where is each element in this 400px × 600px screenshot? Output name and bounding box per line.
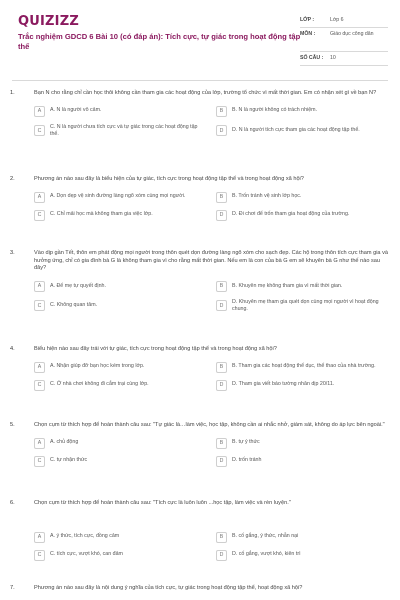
answer-option-d[interactable] (216, 456, 388, 467)
question-text: Chọn cụm từ thích hợp để hoàn thành câu sau: "Tự giác là…làm việc, học tập, không cần ai nhắc nhở, giám sát, không do áp lực bên ngoài." (34, 422, 385, 428)
answer-option-a[interactable] (34, 532, 206, 543)
answer-option-c[interactable] (34, 210, 206, 221)
answer-option-a[interactable] (34, 192, 206, 203)
option-text: D. N là người tích cực tham gia các hoạt động tập thể. (232, 127, 360, 134)
option-letter-badge: A (34, 438, 45, 449)
question-number: 2. (10, 176, 15, 182)
option-letter-badge: C (34, 380, 45, 391)
class-value: Lớp 6 (330, 17, 344, 23)
question-item (10, 585, 390, 593)
question-text: Chọn cụm từ thích hợp để hoàn thành câu sau: "Tích cực là luôn luôn ...học tập, làm việc và rèn luyện." (34, 500, 291, 506)
answer-option-b[interactable] (216, 281, 388, 292)
option-letter-badge: B (216, 532, 227, 543)
question-number: 4. (10, 346, 15, 352)
option-text: D. Khuyên mẹ tham gia quét dọn cùng mọi người vì hoạt động chung. (232, 298, 379, 312)
option-text: B. Trốn tránh vệ sinh lớp học. (232, 193, 302, 200)
option-text: C. Không quan tâm. (50, 302, 98, 309)
option-letter-badge: C (34, 210, 45, 221)
question-number: 6. (10, 500, 15, 506)
option-text: B. cố gắng, ý thức, nhẫn nại (232, 533, 299, 540)
option-letter-badge: A (34, 362, 45, 373)
option-text: A. ý thức, tích cực, đồng cảm (50, 533, 120, 540)
question-count-value: 10 (330, 55, 336, 61)
page-title: Trắc nghiệm GDCD 6 Bài 10 (có đáp án): Tích cực, tự giác trong hoạt động tập thể (18, 32, 301, 51)
answer-options (34, 192, 390, 221)
option-text: B. tự ý thức (232, 439, 260, 446)
option-text: B. Khuyên mẹ không tham gia vì mất thời gian. (232, 282, 343, 289)
question-count-label: SỐ CÂU : (300, 55, 324, 61)
answer-options (34, 281, 390, 313)
answer-option-d[interactable] (216, 550, 388, 561)
answer-option-d[interactable] (216, 124, 388, 138)
answer-option-a[interactable] (34, 438, 206, 449)
answer-option-c[interactable] (34, 124, 206, 138)
answer-option-a[interactable] (34, 281, 206, 292)
subject-value: Giáo dục công dân (330, 31, 374, 37)
answer-option-b[interactable] (216, 438, 388, 449)
option-letter-badge: D (216, 300, 227, 311)
option-letter-badge: B (216, 192, 227, 203)
option-text: C. N là người chưa tích cực và tự giác trong các hoạt động tập thể. (50, 123, 198, 137)
answer-options (34, 362, 390, 391)
option-letter-badge: A (34, 192, 45, 203)
option-letter-badge: B (216, 438, 227, 449)
option-text: A. Nhận giúp đỡ bạn học kém trong lớp. (50, 363, 145, 370)
question-text: Phương án nào sau đây là nội dung ý nghĩa của tích cực, tự giác trong hoạt động tập thể, hoạt động xã hội? (34, 585, 303, 591)
option-text: B. N là người không có trách nhiệm. (232, 107, 318, 114)
option-text: A. N là người vô cảm. (50, 107, 102, 114)
option-letter-badge: B (216, 106, 227, 117)
meta-row-class (300, 14, 388, 28)
question-item (10, 500, 390, 561)
option-letter-badge: A (34, 106, 45, 117)
option-letter-badge: A (34, 281, 45, 292)
option-letter-badge: D (216, 550, 227, 561)
option-letter-badge: C (34, 456, 45, 467)
question-number: 3. (10, 250, 15, 256)
option-letter-badge: B (216, 362, 227, 373)
answer-option-b[interactable] (216, 106, 388, 117)
header-divider (12, 80, 388, 81)
question-number: 7. (10, 585, 15, 591)
option-text: A. Để mẹ tự quyết định. (50, 282, 106, 289)
question-item (10, 346, 390, 391)
option-letter-badge: D (216, 456, 227, 467)
option-text: B. Tham gia các hoạt động thể dục, thể thao của nhà trường. (232, 363, 376, 370)
answer-option-b[interactable] (216, 362, 388, 373)
option-letter-badge: B (216, 281, 227, 292)
option-text: D. Đi chơi để trốn tham gia hoạt động của trường. (232, 211, 350, 218)
option-text: D. Tham gia viết báo tường nhân dịp 20/11. (232, 381, 335, 388)
quizizz-logo: QUIZIZZ (18, 14, 79, 29)
answer-option-a[interactable] (34, 362, 206, 373)
answer-option-d[interactable] (216, 210, 388, 221)
answer-option-c[interactable] (34, 380, 206, 391)
question-item (10, 422, 390, 467)
option-letter-badge: D (216, 210, 227, 221)
option-text: D. trốn tránh (232, 457, 262, 464)
option-letter-badge: A (34, 532, 45, 543)
option-text: C. Chỉ mải học mà không tham gia việc lớp. (50, 211, 153, 218)
quiz-meta-panel (300, 14, 388, 66)
question-item (10, 176, 390, 221)
subject-label: MÔN : (300, 31, 316, 37)
answer-option-c[interactable] (34, 299, 206, 313)
answer-options (34, 532, 390, 561)
answer-option-b[interactable] (216, 192, 388, 203)
question-text: Biểu hiện nào sau đây trái với tự giác, tích cực trong hoạt động tập thể và trong hoạt động xã hội? (34, 346, 277, 352)
option-letter-badge: D (216, 125, 227, 136)
answer-options (34, 106, 390, 138)
question-text: Phương án nào sau đây là biểu hiện của tự giác, tích cực trong hoạt động tập thể và trong hoạt động xã hội? (34, 176, 304, 182)
question-text: Bạn N cho rằng chỉ cần học thôi không cần tham gia các hoạt động của lớp, trường tổ chức vì mất thời gian. Em có nhận xét gì về bạn N? (34, 90, 377, 96)
answer-options (34, 438, 390, 467)
option-letter-badge: C (34, 125, 45, 136)
option-text: C. tích cực, vượt khó, can đảm (50, 551, 123, 558)
option-letter-badge: C (34, 300, 45, 311)
answer-option-a[interactable] (34, 106, 206, 117)
option-letter-badge: C (34, 550, 45, 561)
answer-option-d[interactable] (216, 299, 388, 313)
meta-row-count (300, 52, 388, 66)
option-text: D. cố gắng, vượt khó, kiên trì (232, 551, 301, 558)
question-number: 1. (10, 90, 15, 96)
question-item (10, 250, 390, 313)
option-text: C. Ở nhà chơi không đi cắm trại cùng lớp. (50, 381, 149, 388)
answer-option-c[interactable] (34, 550, 206, 561)
question-item (10, 90, 390, 138)
option-text: C. tự nhận thức (50, 457, 88, 464)
answer-option-c[interactable] (34, 456, 206, 467)
option-text: A. chủ động (50, 439, 79, 446)
answer-option-d[interactable] (216, 380, 388, 391)
question-text: Vào dịp gần Tết, thôn em phát động mọi người trong thôn quét dọn đường làng ngõ xóm cho sạch đẹp. Các hộ trong thôn tích cực tham gia và hưởng ứng, chỉ có gia đình bà G là không tham gia vì cho rằng mất thời gian. Nếu em là con của bà G em sẽ khuyên bà G như thế nào sau đây? (34, 250, 389, 272)
class-label: LỚP : (300, 17, 315, 23)
option-text: A. Dọn dẹp vệ sinh đường làng ngõ xóm cùng mọi người. (50, 193, 186, 200)
question-number: 5. (10, 422, 15, 428)
answer-option-b[interactable] (216, 532, 388, 543)
option-letter-badge: D (216, 380, 227, 391)
meta-row-subject (300, 28, 388, 52)
